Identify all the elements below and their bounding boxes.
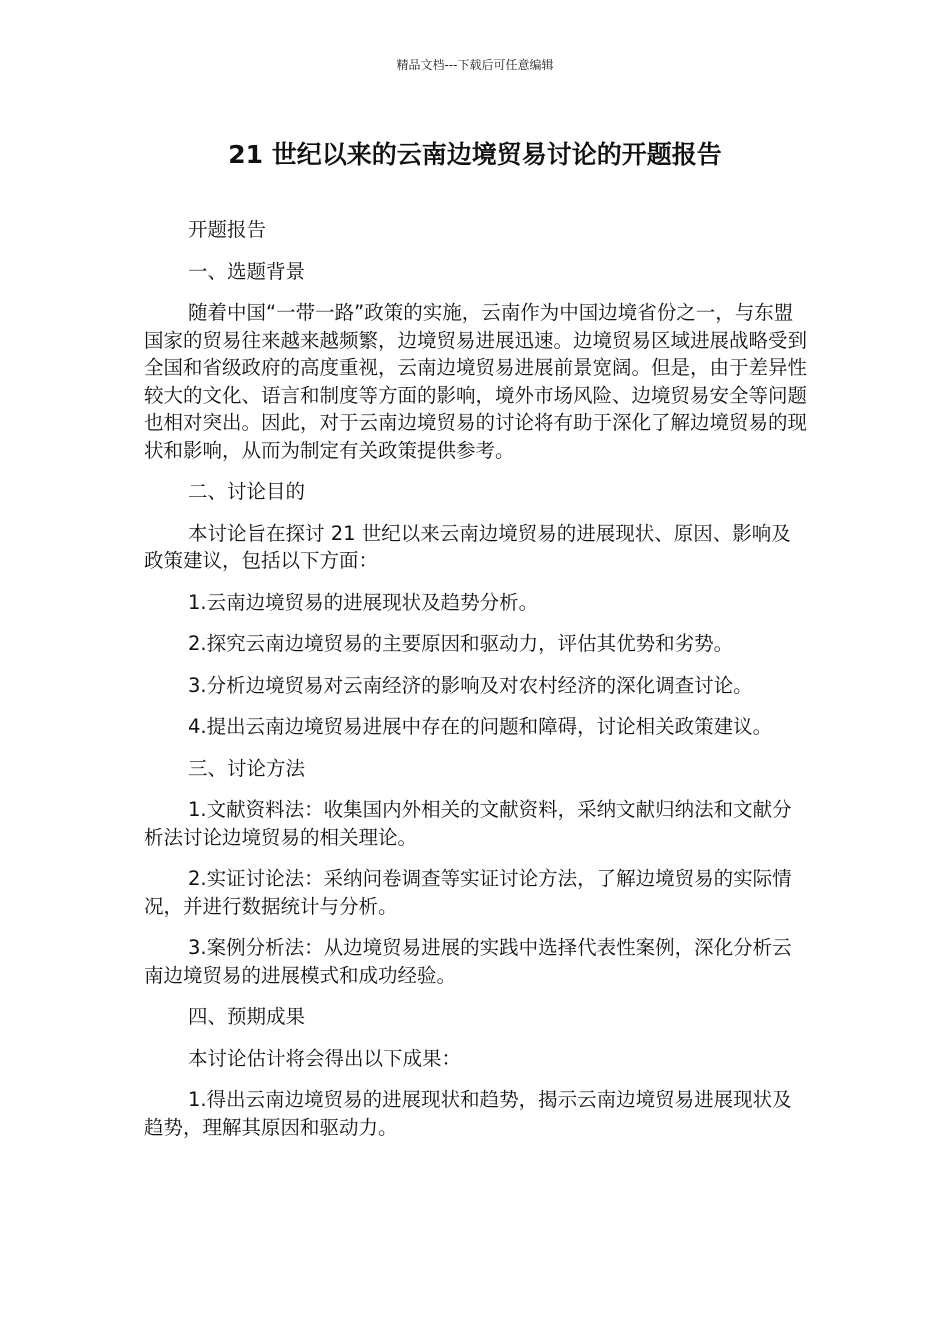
list-item-purpose-2: 2.探究云南边境贸易的主要原因和驱动力，评估其优势和劣势。	[188, 632, 734, 655]
section-heading-proposal: 开题报告	[188, 218, 267, 241]
document-body	[144, 216, 808, 1155]
paragraph-purpose-intro: 本讨论旨在探讨 21 世纪以来云南边境贸易的进展现状、原因、影响及政策建议，包括以下方面：	[144, 521, 791, 572]
header-note: 精品文档---下载后可任意编辑	[396, 58, 554, 72]
section-heading-outcomes: 四、预期成果	[188, 1005, 306, 1028]
section-heading-methods: 三、讨论方法	[188, 756, 306, 780]
paragraph-background: 随着中国“一带一路”政策的实施，云南作为中国边境省份之一，与东盟国家的贸易往来越来越频繁，边境贸易进展迅速。边境贸易区域进展战略受到全国和省级政府的高度重视，云南边境贸易进展前景宽阔。但是，由于差异性较大的文化、语言和制度等方面的影响，境外市场风险、边境贸易安全等问题也相对突出。因此，对于云南边境贸易的讨论将有助于深化了解边境贸易的现状和影响，从而为制定有关政策提供参考。	[144, 301, 808, 462]
list-item-method-1: 1.文献资料法：收集国内外相关的文献资料，采纳文献归纳法和文献分析法讨论边境贸易的相关理论。	[144, 798, 792, 849]
list-item-purpose-1: 1.云南边境贸易的进展现状及趋势分析。	[188, 590, 539, 614]
list-item-purpose-3: 3.分析边境贸易对云南经济的影响及对农村经济的深化调查讨论。	[188, 673, 753, 697]
list-item-purpose-4: 4.提出云南边境贸易进展中存在的问题和障碍，讨论相关政策建议。	[188, 715, 773, 738]
list-item-outcome-1: 1.得出云南边境贸易的进展现状和趋势，揭示云南边境贸易进展现状及趋势，理解其原因和驱动力。	[144, 1088, 792, 1139]
list-item-method-3: 3.案例分析法：从边境贸易进展的实践中选择代表性案例，深化分析云南边境贸易的进展模式和成功经验。	[144, 936, 792, 987]
document-title: 21 世纪以来的云南边境贸易讨论的开题报告	[228, 140, 722, 169]
section-heading-background: 一、选题背景	[188, 259, 306, 283]
list-item-method-2: 2.实证讨论法：采纳问卷调查等实证讨论方法，了解边境贸易的实际情况，并进行数据统计与分析。	[144, 867, 792, 918]
section-heading-purpose: 二、讨论目的	[188, 480, 306, 503]
paragraph-outcomes-intro: 本讨论估计将会得出以下成果：	[188, 1046, 462, 1070]
